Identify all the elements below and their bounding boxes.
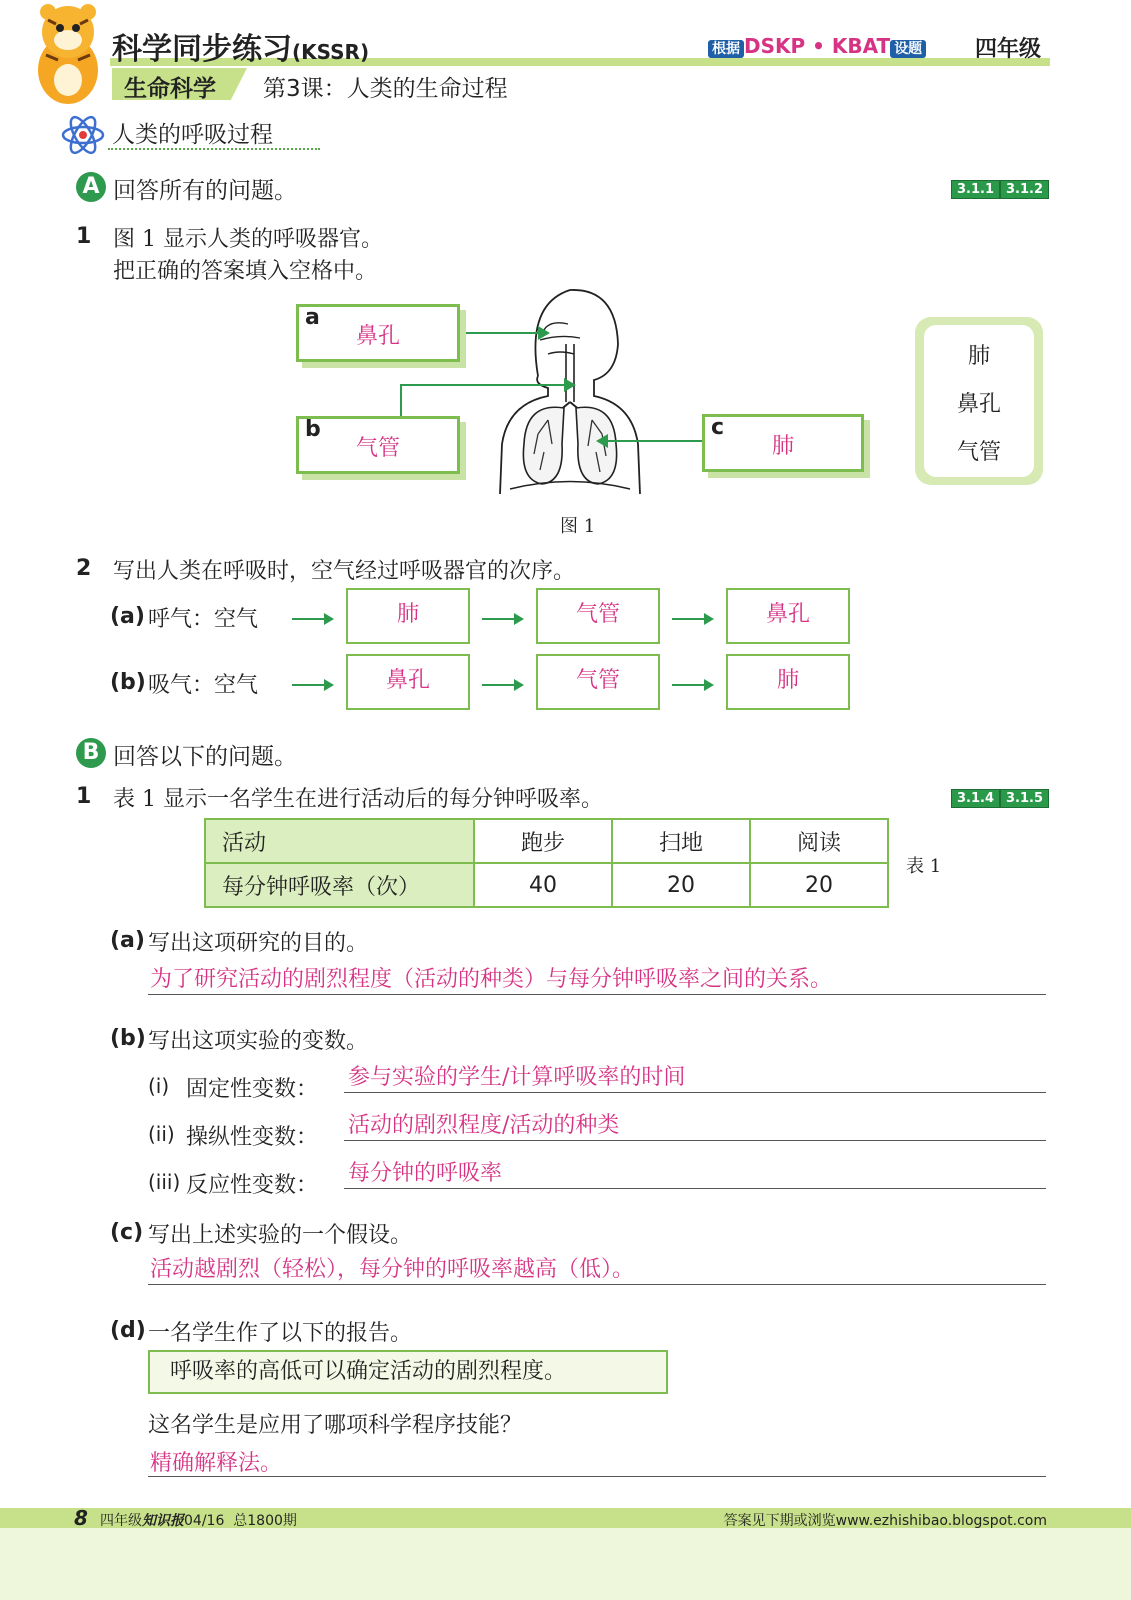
pointer-line-b: [400, 384, 570, 386]
outcome-tag: 3.1.5: [1000, 789, 1049, 808]
answer-line: [148, 994, 1046, 995]
qd-question: 一名学生作了以下的报告。: [148, 1321, 413, 1346]
qb-ii-question: 操纵性变数：: [186, 1125, 319, 1150]
q1-line1: 图 1 显示人类的呼吸器官。: [113, 227, 383, 252]
table-cell: 跑步: [474, 819, 612, 863]
q2b-label: (b): [110, 670, 146, 695]
word-bank-item: 鼻孔: [956, 392, 1001, 417]
qb-iii-label: (iii): [148, 1170, 181, 1194]
respiratory-system-figure: [490, 284, 650, 500]
section-b-badge: B: [76, 738, 106, 768]
page-number: 8: [74, 1506, 88, 1530]
qb-iii-answer[interactable]: 每分钟的呼吸率: [348, 1161, 503, 1186]
table-cell: 40: [474, 863, 612, 907]
qb-ii-answer[interactable]: 活动的剧烈程度/活动的种类: [348, 1113, 620, 1138]
answer-box-a[interactable]: [296, 304, 460, 362]
table-header-cell: 活动: [205, 819, 474, 863]
table-header-cell: 每分钟呼吸率（次）: [205, 863, 474, 907]
table-cell: 阅读: [750, 819, 888, 863]
header-grade: 四年级: [975, 37, 1042, 62]
q1-line2: 把正确的答案填入空格中。: [113, 259, 378, 284]
qc-label: (c): [110, 1220, 144, 1245]
topic-underline: [108, 148, 320, 150]
table-row: [205, 863, 888, 907]
question-number: 1: [76, 784, 92, 809]
header-basis: 根据 DSKP • KBAT 设题: [708, 34, 926, 58]
answer-line: [344, 1188, 1046, 1189]
word-bank: [915, 317, 1043, 485]
outcome-tag: 3.1.1: [951, 180, 1000, 199]
box-label: b: [305, 417, 321, 442]
pointer-arrow-c: [596, 434, 608, 448]
topic-title: 人类的呼吸过程: [112, 122, 273, 148]
pointer-arrow-a: [538, 326, 550, 340]
answer-line: [148, 1284, 1046, 1285]
pointer-line-a: [460, 332, 546, 334]
table-cell: 20: [612, 863, 750, 907]
qb-i-label: (i): [148, 1074, 170, 1098]
table-caption: 表 1: [906, 856, 942, 877]
sequence-box[interactable]: 气管: [536, 588, 660, 644]
tiger-mascot-icon: [18, 0, 118, 108]
box-answer: 气管: [355, 436, 400, 461]
breathing-rate-table: [204, 818, 889, 908]
section-a-instruction: 回答所有的问题。: [113, 178, 297, 204]
footer-bg: [0, 1528, 1131, 1600]
box-label: c: [711, 415, 725, 440]
pointer-line-c: [604, 440, 704, 442]
student-report-box: 呼吸率的高低可以确定活动的剧烈程度。: [148, 1350, 668, 1394]
qb-question: 写出这项实验的变数。: [148, 1029, 369, 1054]
pointer-line-b-vertical: [400, 384, 402, 416]
answer-line: [344, 1092, 1046, 1093]
lesson-title: 第3课：人类的生命过程: [263, 76, 508, 102]
answer-line: [344, 1140, 1046, 1141]
qd-answer[interactable]: 精确解释法。: [150, 1451, 283, 1476]
arrow-right-icon: [482, 618, 522, 620]
box-answer: 肺: [771, 434, 794, 459]
arrow-right-icon: [672, 618, 712, 620]
arrow-right-icon: [292, 618, 332, 620]
qb-i-answer[interactable]: 参与实验的学生/计算呼吸率的时间: [348, 1065, 686, 1090]
qb-ii-label: (ii): [148, 1122, 175, 1146]
qa-answer[interactable]: 为了研究活动的剧烈程度（活动的种类）与每分钟呼吸率之间的关系。: [150, 967, 833, 992]
b-q1-text: 表 1 显示一名学生在进行活动后的每分钟呼吸率。: [113, 787, 603, 812]
qc-answer[interactable]: 活动越剧烈（轻松），每分钟的呼吸率越高（低）。: [150, 1257, 635, 1282]
arrow-right-icon: [292, 684, 332, 686]
q2a-label: (a): [110, 604, 145, 629]
sequence-box[interactable]: 鼻孔: [346, 654, 470, 710]
footer-issue: 四年级知识报04/16 总1800期: [100, 1513, 297, 1529]
q2a-text: 呼气：空气: [148, 607, 259, 632]
qd-question2: 这名学生是应用了哪项科学程序技能？: [148, 1413, 523, 1438]
atom-icon: [60, 112, 106, 158]
qb-i-question: 固定性变数：: [186, 1077, 319, 1102]
footer-link[interactable]: 答案见下期或浏览www.ezhishibao.blogspot.com: [723, 1513, 1047, 1529]
answer-box-c[interactable]: [702, 414, 864, 472]
outcome-tag: 3.1.2: [1000, 180, 1049, 199]
answer-box-b[interactable]: [296, 416, 460, 474]
sequence-box[interactable]: 肺: [346, 588, 470, 644]
word-bank-item: 肺: [967, 344, 990, 369]
qc-question: 写出上述实验的一个假设。: [148, 1223, 413, 1248]
section-b-instruction: 回答以下的问题。: [113, 744, 297, 770]
sequence-box[interactable]: 肺: [726, 654, 850, 710]
qd-label: (d): [110, 1318, 146, 1343]
answer-line: [148, 1476, 1046, 1477]
question-number: 2: [76, 556, 92, 581]
pointer-arrow-b: [564, 378, 576, 392]
arrow-right-icon: [482, 684, 522, 686]
table-row: [205, 819, 888, 863]
table-cell: 扫地: [612, 819, 750, 863]
q2b-text: 吸气：空气: [148, 673, 259, 698]
qa-question: 写出这项研究的目的。: [148, 931, 369, 956]
arrow-right-icon: [672, 684, 712, 686]
sequence-box[interactable]: 气管: [536, 654, 660, 710]
qa-label: (a): [110, 928, 145, 953]
q2-text: 写出人类在呼吸时，空气经过呼吸器官的次序。: [113, 559, 576, 584]
figure-caption: 图 1: [560, 516, 596, 537]
header-title: 科学同步练习(KSSR): [112, 32, 370, 67]
qb-label: (b): [110, 1026, 146, 1051]
qb-iii-question: 反应性变数：: [186, 1173, 319, 1198]
word-bank-item: 气管: [956, 440, 1001, 465]
box-answer: 鼻孔: [355, 324, 400, 349]
question-number: 1: [76, 224, 92, 249]
subject-label: 生命科学: [124, 76, 216, 102]
table-cell: 20: [750, 863, 888, 907]
sequence-box[interactable]: 鼻孔: [726, 588, 850, 644]
box-label: a: [305, 305, 320, 330]
section-a-badge: A: [76, 172, 106, 202]
outcome-tag: 3.1.4: [951, 789, 1000, 808]
